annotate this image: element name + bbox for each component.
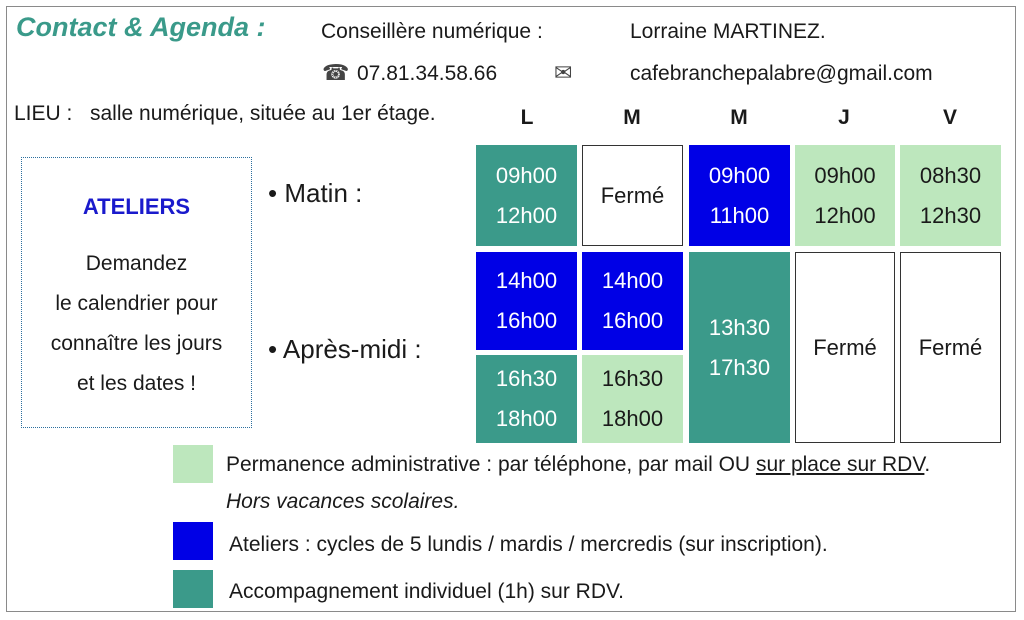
day-header-mercredi: M	[730, 106, 748, 129]
phone-icon: ☎	[322, 60, 350, 85]
slot-start: 09h00	[708, 162, 771, 188]
mail-icon: ✉	[554, 60, 573, 85]
slot-jeudi-apresmidi	[795, 252, 895, 443]
period-afternoon: • Après-midi :	[268, 334, 422, 364]
slot-vendredi-apresmidi	[900, 252, 1001, 443]
lieu-label: LIEU :	[14, 102, 73, 125]
legend-swatch-teal	[173, 570, 213, 608]
slot-end: 12h00	[495, 202, 558, 228]
ateliers-title: ATELIERS	[82, 194, 191, 219]
day-header-lundi: L	[520, 106, 534, 129]
ateliers-text: Demandez le calendrier pour connaître les jours et les dates !	[50, 252, 223, 395]
slot-end: 12h00	[814, 202, 876, 228]
period-morning: • Matin :	[268, 178, 363, 208]
ateliers-box	[21, 157, 252, 428]
slot-start: 14h00	[495, 268, 558, 293]
day-header-mardi: M	[623, 106, 641, 129]
slot-mardi-apresmidi-2	[582, 355, 683, 443]
phone-number[interactable]: 07.81.34.58.66	[357, 62, 498, 85]
closed-label: Fermé	[813, 334, 877, 360]
slot-start: 16h30	[601, 366, 664, 391]
legend-green-text	[226, 453, 930, 477]
email-link[interactable]: cafebranchepalabre@gmail.com	[630, 62, 933, 85]
slot-mardi-matin	[582, 145, 683, 246]
slot-start: 09h00	[495, 162, 558, 188]
legend-green-link: sur place sur RDV	[755, 453, 925, 476]
advisor-name: Lorraine MARTINEZ.	[630, 20, 826, 43]
slot-mercredi-apresmidi	[689, 252, 790, 443]
slot-start: 13h30	[708, 314, 771, 340]
legend-green-note: Hors vacances scolaires.	[226, 490, 460, 513]
day-header-jeudi: J	[838, 106, 850, 129]
slot-vendredi-matin	[900, 145, 1001, 246]
closed-label: Fermé	[600, 182, 665, 208]
legend-green-end: .	[924, 453, 931, 476]
legend-swatch-green	[173, 445, 213, 483]
slot-end: 12h30	[919, 202, 982, 228]
legend-swatch-blue	[173, 522, 213, 560]
role-label: Conseillère numérique :	[321, 20, 543, 43]
page-title: Contact & Agenda :	[16, 12, 266, 42]
lieu-text: salle numérique, située au 1er étage.	[90, 102, 436, 125]
slot-start: 09h00	[814, 162, 876, 188]
slot-start: 14h00	[601, 268, 664, 293]
slot-mercredi-matin	[689, 145, 790, 246]
slot-end: 17h30	[708, 354, 771, 380]
legend-teal-text: Accompagnement individuel (1h) sur RDV.	[229, 580, 624, 603]
slot-lundi-apresmidi-2	[476, 355, 577, 443]
slot-start: 08h30	[919, 162, 982, 188]
slot-end: 16h00	[495, 308, 558, 333]
day-header-vendredi: V	[942, 106, 957, 129]
slot-end: 18h00	[601, 406, 664, 431]
slot-start: 16h30	[495, 366, 558, 391]
slot-end: 18h00	[495, 406, 558, 431]
slot-end: 16h00	[601, 308, 664, 333]
slot-end: 11h00	[709, 202, 770, 228]
closed-label: Fermé	[918, 334, 983, 360]
slot-mardi-apresmidi-1	[582, 252, 683, 350]
legend-blue-text: Ateliers : cycles de 5 lundis / mardis / mercredis (sur inscription).	[229, 533, 828, 556]
slot-jeudi-matin	[795, 145, 895, 246]
slot-lundi-apresmidi-1	[476, 252, 577, 350]
legend-green-main: Permanence administrative : par téléphone, par mail OU	[226, 453, 751, 476]
slot-lundi-matin	[476, 145, 577, 246]
